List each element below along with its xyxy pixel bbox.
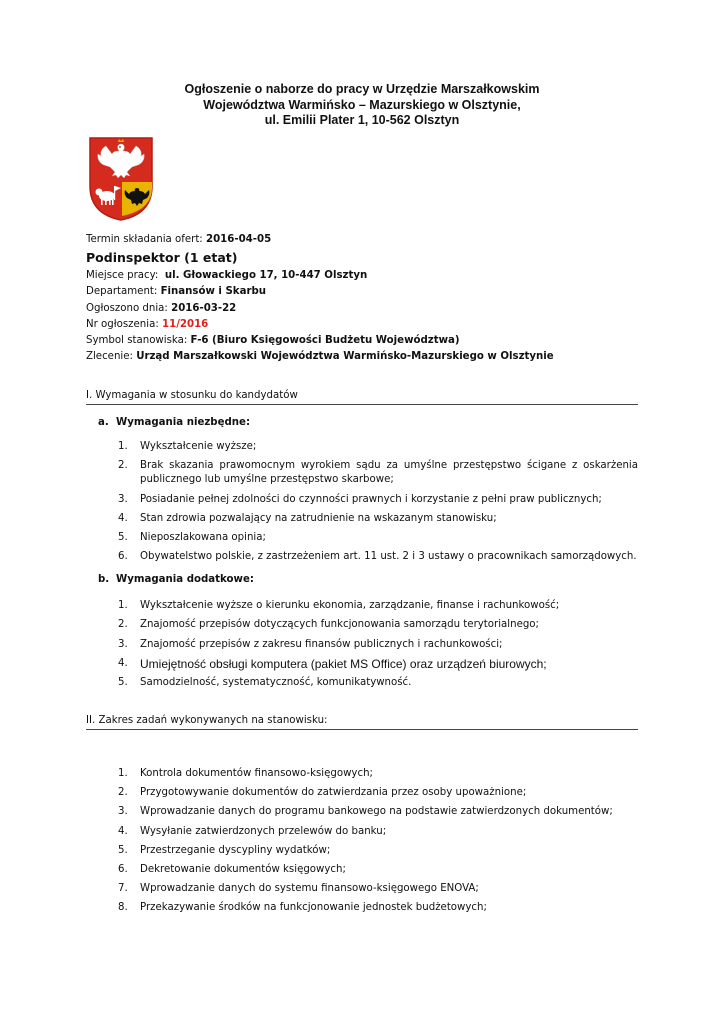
additional-item [118,618,638,632]
list-item-text: Umiejętność obsługi komputera (pakiet MS Office) oraz urządzeń biurowych; [140,656,547,671]
list-item-number: 7. [118,883,128,895]
deadline-row [86,232,646,248]
list-item-number: 1. [118,441,128,452]
subsection-a-marker: a. [98,417,109,428]
list-item-number: 1. [118,768,128,779]
required-item [118,459,638,487]
task-item [118,844,638,858]
announced-label: Ogłoszono dnia: [86,302,168,314]
list-item-number: 4. [118,825,128,837]
client-row [86,349,646,365]
list-item-text: Znajomość przepisów z zakresu finansów publicznych i rachunkowości; [140,638,503,650]
list-item-text: Brak skazania prawomocnym wyrokiem sądu za umyślne przestępstwo ścigane z oskarżenia publicznego lub umyślne przestępstwo skarbowe; [140,460,638,486]
list-item-text: Nieposzlakowana opinia; [140,532,266,544]
subsection-b-heading [98,574,254,585]
title-line-3: ul. Emilii Plater 1, 10-562 Olsztyn [264,113,460,127]
coat-of-arms-icon [88,136,154,222]
subsection-b-title: Wymagania dodatkowe: [116,574,254,585]
list-item-text: Samodzielność, systematyczność, komunikatywność. [140,677,412,689]
additional-item [118,599,638,613]
list-item-number: 2. [118,460,128,472]
subsection-a-title: Wymagania niezbędne: [116,417,251,428]
list-item-number: 8. [118,902,128,914]
title-line-1: Ogłoszenie o naborze do pracy w Urzędzie Marszałkowskim [184,82,540,96]
list-item-number: 5. [118,532,128,544]
list-item-number: 3. [118,638,128,650]
required-item [118,550,638,564]
department-row [86,284,646,300]
additional-list [118,599,638,695]
symbol-label: Symbol stanowiska: [86,335,188,347]
deadline-value: 2016-04-05 [206,234,272,245]
list-item-text: Znajomość przepisów dotyczących funkcjonowania samorządu terytorialnego; [140,619,539,631]
number-value: 11/2016 [162,318,209,330]
deadline-label: Termin składania ofert: [86,234,203,245]
list-item-text: Przygotowywanie dokumentów do zatwierdzania przez osoby upoważnione; [140,787,527,799]
subsection-a-heading [98,417,250,428]
list-item-number: 4. [118,657,128,669]
list-item-number: 2. [118,619,128,631]
list-item-number: 6. [118,863,128,875]
task-item [118,767,638,781]
number-label: Nr ogłoszenia: [86,318,159,330]
list-item-number: 6. [118,551,128,563]
list-item-text: Przestrzeganie dyscypliny wydatków; [140,844,331,856]
location-row [86,268,646,284]
client-value: Urząd Marszałkowski Województwa Warmińsko-Mazurskiego w Olsztynie [136,351,554,363]
section-2-heading: II. Zakres zadań wykonywanych na stanowisku: [86,714,638,730]
department-value: Finansów i Skarbu [160,286,267,298]
symbol-value: F-6 (Biuro Księgowości Budżetu Województwa) [190,335,460,347]
location-label: Miejsce pracy: [86,270,159,282]
task-item [118,863,638,877]
additional-item [118,657,638,671]
list-item-text: Wysyłanie zatwierdzonych przelewów do banku; [140,825,387,837]
location-value: ul. Głowackiego 17, 10-447 Olsztyn [164,270,368,282]
tasks-list [118,767,638,921]
position-title: Podinspektor (1 etat) [86,250,238,266]
announced-row [86,301,646,317]
client-label: Zlecenie: [86,351,133,363]
list-item-text: Przekazywanie środków na funkcjonowanie jednostek budżetowych; [140,902,487,914]
required-list [118,440,638,570]
number-row [86,317,646,333]
task-item [118,882,638,896]
required-item [118,531,638,545]
task-item [118,825,638,839]
list-item-text: Obywatelstwo polskie, z zastrzeżeniem art. 11 ust. 2 i 3 ustawy o pracownikach samorządowych. [140,551,637,563]
list-item-number: 4. [118,512,128,524]
list-item-number: 3. [118,493,128,505]
symbol-row [86,333,646,349]
list-item-number: 5. [118,677,128,689]
required-item [118,512,638,526]
list-item-text: Wprowadzanie danych do systemu finansowo-księgowego ENOVA; [140,883,479,895]
list-item-text: Wprowadzanie danych do programu bankowego na podstawie zatwierdzonych dokumentów; [140,806,613,818]
task-item [118,805,638,819]
department-label: Departament: [86,286,158,298]
announced-value: 2016-03-22 [171,302,237,314]
list-item-text: Stan zdrowia pozwalający na zatrudnienie na wskazanym stanowisku; [140,512,497,524]
subsection-b-marker: b. [98,574,110,585]
task-item [118,786,638,800]
document-title [86,82,638,129]
list-item-text: Posiadanie pełnej zdolności do czynności prawnych i korzystanie z pełni praw publicznych; [140,493,602,505]
required-item [118,493,638,507]
list-item-number: 3. [118,806,128,818]
task-item [118,901,638,915]
required-item [118,440,638,454]
additional-item [118,676,638,690]
offer-details [86,232,646,365]
list-item-text: Dekretowanie dokumentów księgowych; [140,863,346,875]
list-item-text: Wykształcenie wyższe o kierunku ekonomia, zarządzanie, finanse i rachunkowość; [140,600,560,611]
list-item-text: Wykształcenie wyższe; [140,441,257,452]
list-item-number: 5. [118,844,128,856]
title-line-2: Województwa Warmińsko – Mazurskiego w Olsztynie, [203,97,521,112]
list-item-number: 1. [118,600,128,611]
list-item-number: 2. [118,787,128,799]
list-item-text: Kontrola dokumentów finansowo-księgowych; [140,768,373,779]
section-1-heading: I. Wymagania w stosunku do kandydatów [86,389,638,405]
additional-item [118,638,638,652]
